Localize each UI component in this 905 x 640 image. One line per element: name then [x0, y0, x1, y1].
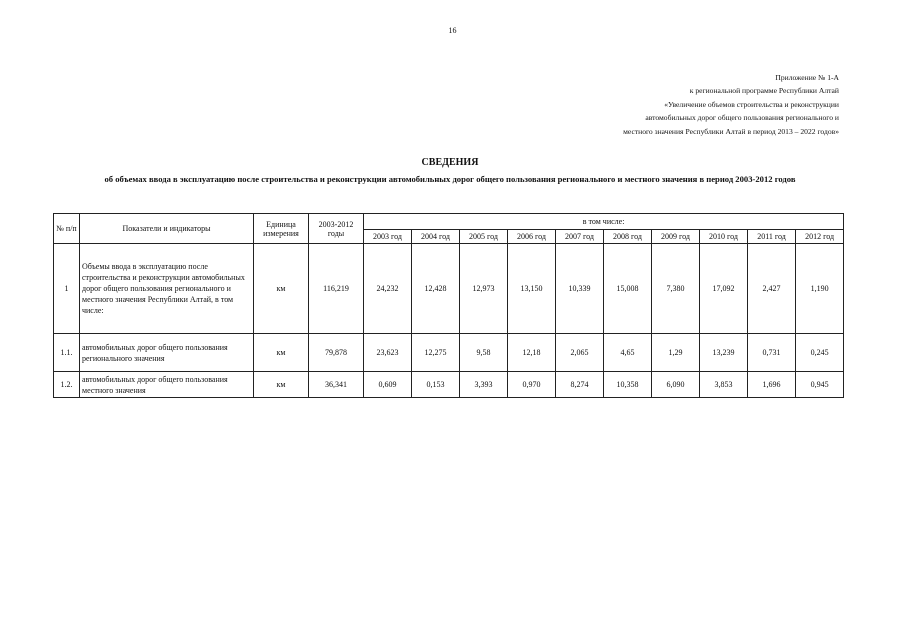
- row-value: 8,274: [556, 372, 604, 398]
- row-value: 24,232: [364, 244, 412, 334]
- row-value: 13,150: [508, 244, 556, 334]
- table-row: [54, 334, 844, 372]
- row-value: 12,275: [412, 334, 460, 372]
- header-year: 2003 год: [364, 230, 412, 244]
- row-num: 1: [54, 244, 80, 334]
- header-year: 2004 год: [412, 230, 460, 244]
- row-num: 1.2.: [54, 372, 80, 398]
- row-value: 3,393: [460, 372, 508, 398]
- appendix-line: к региональной программе Республики Алтай: [689, 86, 839, 96]
- row-value: 7,380: [652, 244, 700, 334]
- table-row: [54, 372, 844, 398]
- row-total: 36,341: [309, 372, 364, 398]
- header-including: в том числе:: [364, 214, 844, 230]
- header-year: 2007 год: [556, 230, 604, 244]
- row-value: 0,609: [364, 372, 412, 398]
- row-value: 10,339: [556, 244, 604, 334]
- row-value: 0,945: [796, 372, 844, 398]
- header-year: 2005 год: [460, 230, 508, 244]
- document-title: СВЕДЕНИЯ: [421, 157, 479, 168]
- row-value: 1,696: [748, 372, 796, 398]
- header-year: 2008 год: [604, 230, 652, 244]
- row-value: 2,427: [748, 244, 796, 334]
- row-value: 1,190: [796, 244, 844, 334]
- row-value: 4,65: [604, 334, 652, 372]
- header-total: 2003-2012 годы: [309, 214, 364, 244]
- appendix-line: «Увеличение объемов строительства и реконструкции: [664, 99, 839, 109]
- row-unit: км: [254, 244, 309, 334]
- document-subtitle: об объемах ввода в эксплуатацию после строительства и реконструкции автомобильных дорог общего пользования регионального и местного значения в период 2003-2012 годов: [104, 174, 796, 184]
- row-indicator: автомобильных дорог общего пользования местного значения: [80, 372, 254, 398]
- header-year: 2010 год: [700, 230, 748, 244]
- document-heading: [50, 157, 850, 186]
- row-unit: км: [254, 334, 309, 372]
- row-value: 0,731: [748, 334, 796, 372]
- header-num: № п/п: [54, 214, 80, 244]
- appendix-line: местного значения Республики Алтай в период 2013 – 2022 годов»: [623, 126, 839, 136]
- header-indicator: Показатели и индикаторы: [80, 214, 254, 244]
- row-value: 1,29: [652, 334, 700, 372]
- row-value: 15,008: [604, 244, 652, 334]
- row-value: 6,090: [652, 372, 700, 398]
- appendix-line: Приложение № 1-А: [775, 73, 839, 82]
- appendix-line: автомобильных дорог общего пользования регионального и: [645, 113, 839, 123]
- header-year: 2011 год: [748, 230, 796, 244]
- row-total: 116,219: [309, 244, 364, 334]
- header-year: 2009 год: [652, 230, 700, 244]
- header-year: 2006 год: [508, 230, 556, 244]
- row-value: 10,358: [604, 372, 652, 398]
- row-value: 13,239: [700, 334, 748, 372]
- row-value: 0,970: [508, 372, 556, 398]
- row-value: 12,973: [460, 244, 508, 334]
- row-indicator: Объемы ввода в эксплуатацию после строительства и реконструкции автомобильных дорог общего пользования регионального и местного значения Республики Алтай, в том числе:: [80, 244, 254, 334]
- row-value: 9,58: [460, 334, 508, 372]
- row-num: 1.1.: [54, 334, 80, 372]
- data-table: [53, 213, 844, 398]
- header-year: 2012 год: [796, 230, 844, 244]
- row-value: 12,428: [412, 244, 460, 334]
- header-unit: Единица измерения: [254, 214, 309, 244]
- appendix-reference: [519, 71, 839, 138]
- row-value: 0,153: [412, 372, 460, 398]
- row-value: 23,623: [364, 334, 412, 372]
- row-value: 12,18: [508, 334, 556, 372]
- table-row: [54, 244, 844, 334]
- page-number: 16: [448, 26, 457, 35]
- row-value: 3,853: [700, 372, 748, 398]
- row-value: 2,065: [556, 334, 604, 372]
- row-indicator: автомобильных дорог общего пользования регионального значения: [80, 334, 254, 372]
- row-value: 0,245: [796, 334, 844, 372]
- row-unit: км: [254, 372, 309, 398]
- row-value: 17,092: [700, 244, 748, 334]
- row-total: 79,878: [309, 334, 364, 372]
